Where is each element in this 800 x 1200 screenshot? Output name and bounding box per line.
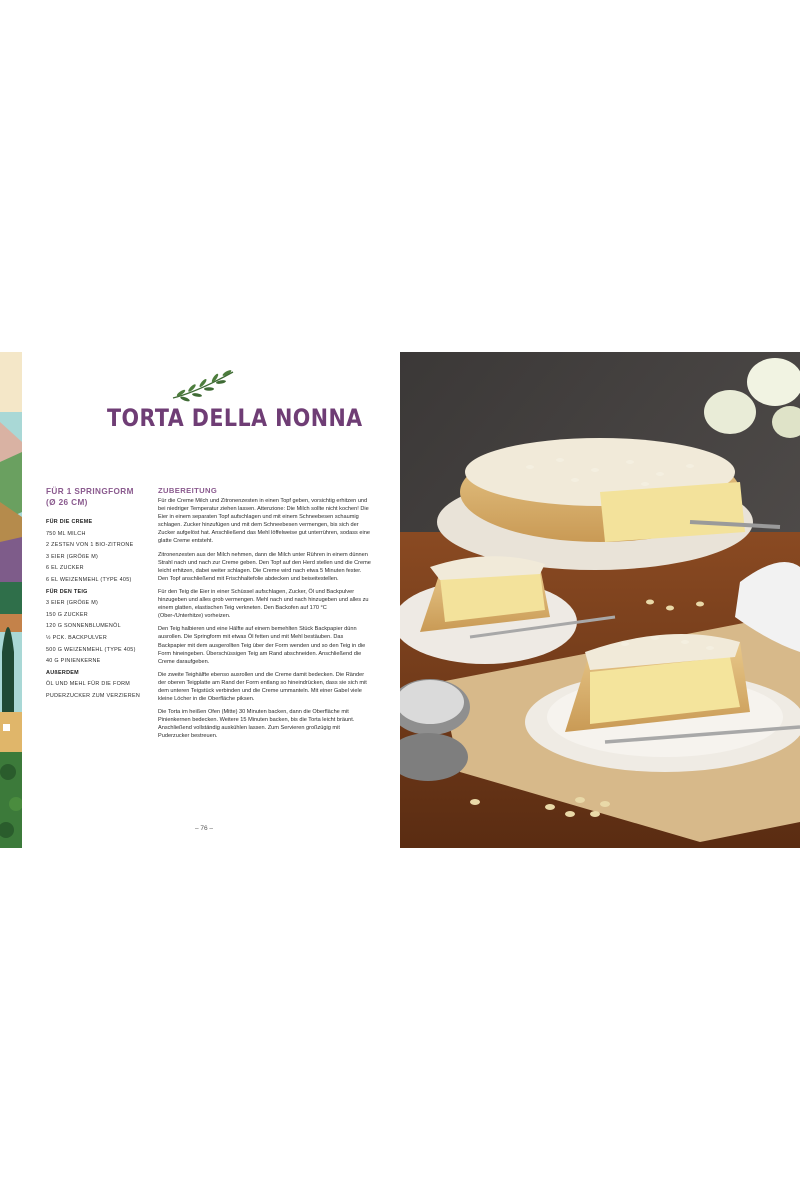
preparation-paragraph: Den Teig halbieren und eine Hälfte auf einem bemehlten Stück Backpapier dünn ausrollen. Die Springform mit etwas Öl fetten und mit Mehl bestäuben. Das Backpapier mit dem ausgerollten Teig über der Form wenden und so den Teig in die Form hineingeben. Überschüssigen Teig am Rand abschneiden. Anschließend die Creme daraufgeben. bbox=[158, 626, 366, 665]
preparation-paragraph: Die Torta im heißen Ofen (Mitte) 30 Minuten backen, dann die Oberfläche mit Pinienkernen bedecken. Weitere 15 Minuten backen, bis die Torta leicht bräunt. Anschließend vollständig auskühlen lassen. Zum Servieren großzügig mit Puderzucker bestreuen. bbox=[158, 709, 355, 740]
ingredients-subheading: (Ø 26 CM) bbox=[46, 498, 88, 507]
recipe-page bbox=[22, 352, 400, 848]
preparation-heading: ZUBEREITUNG bbox=[158, 486, 218, 495]
ingredient-item: 500 G WEIZENMEHL (TYPE 405) bbox=[46, 646, 136, 653]
preparation-paragraph: Für die Creme Milch und Zitronenzesten in einen Topf geben, vorsichtig erhitzen und bei niedriger Temperatur ziehen lassen. Attenzione: Die Milch sollte nicht kochen! Die Eier in einem separaten Topf aufschlagen und mit einem Schneebesen schaumig schlagen. Zucker hinzufügen und mit dem Schneebesen vermengen, bis sich der Zucker aufgelöst hat. Anschließend das Mehl löffelweise gut unterrühren, sodass eine glatte Creme entsteht. bbox=[158, 498, 370, 545]
ingredients-heading: FÜR 1 SPRINGFORM bbox=[46, 487, 134, 496]
ingredient-group-title: FÜR DIE CREME bbox=[46, 519, 93, 525]
ingredient-item: ÖL UND MEHL FÜR DIE FORM bbox=[46, 681, 131, 688]
page-number: – 76 – bbox=[194, 825, 214, 832]
olive-branch-icon bbox=[167, 366, 239, 406]
ingredient-item: 2 ZESTEN VON 1 BIO-ZITRONE bbox=[46, 542, 134, 549]
ingredient-item: 3 EIER (GRÖßE M) bbox=[46, 553, 99, 560]
landscape-illustration-strip bbox=[0, 352, 22, 848]
preparation-text bbox=[158, 497, 371, 741]
ingredient-group-title: AUßERDEM bbox=[46, 669, 79, 676]
ingredient-item: 120 G SONNENBLUMENÖL bbox=[46, 623, 121, 630]
ingredient-item: 750 ML MILCH bbox=[46, 530, 86, 537]
book-spread bbox=[0, 352, 800, 848]
ingredient-item: 40 G PINIENKERNE bbox=[46, 658, 101, 665]
preparation-section bbox=[158, 486, 371, 746]
preparation-paragraph: Für den Teig die Eier in einer Schüssel aufschlagen, Zucker, Öl und Backpulver hinzugeben und alles grob vermengen. Mehl nach und nach hinzugeben und alles zu einem glatten, elastischen Teig verkneten. Den Backofen auf 170 °C (Ober-/Unterhitze) vorheizen. bbox=[158, 588, 369, 620]
ingredient-item: 6 EL ZUCKER bbox=[46, 565, 84, 572]
recipe-title: TORTA DELLA NONNA bbox=[107, 404, 363, 432]
ingredient-item: ½ PCK. BACKPULVER bbox=[46, 634, 108, 641]
ingredient-list bbox=[46, 486, 146, 703]
ingredient-item: 6 EL WEIZENMEHL (TYPE 405) bbox=[46, 576, 132, 583]
preparation-paragraph: Zitronenzesten aus der Milch nehmen, dann die Milch unter Rühren in einem dünnen Strahl nach und nach zur Creme geben. Den Topf auf den Herd stellen und die Creme leicht erhitzen, dabei weiter schlagen. Die Creme wird nach etwa 5 Minuten fester. Den Topf anschließend mit Frischhaltefolie abdecken und beiseitestellen. bbox=[158, 551, 371, 582]
ingredient-item: PUDERZUCKER ZUM VERZIEREN bbox=[46, 692, 141, 699]
ingredient-item: 3 EIER (GRÖßE M) bbox=[46, 600, 99, 607]
preparation-paragraph: Die zweite Teighälfte ebenso ausrollen und die Creme damit bedecken. Die Ränder der oberen Teigplatte am Rand der Form entlang so hineindrücken, dass sie sich mit dem unteren Teigstück verbinden und die Creme ummanteln. Mit einer Gabel viele kleine Löcher in die Oberfläche piksen. bbox=[158, 671, 367, 703]
ingredient-group-title: FÜR DEN TEIG bbox=[46, 588, 88, 595]
ingredient-item: 150 G ZUCKER bbox=[46, 611, 88, 618]
torta-photo bbox=[400, 352, 800, 848]
